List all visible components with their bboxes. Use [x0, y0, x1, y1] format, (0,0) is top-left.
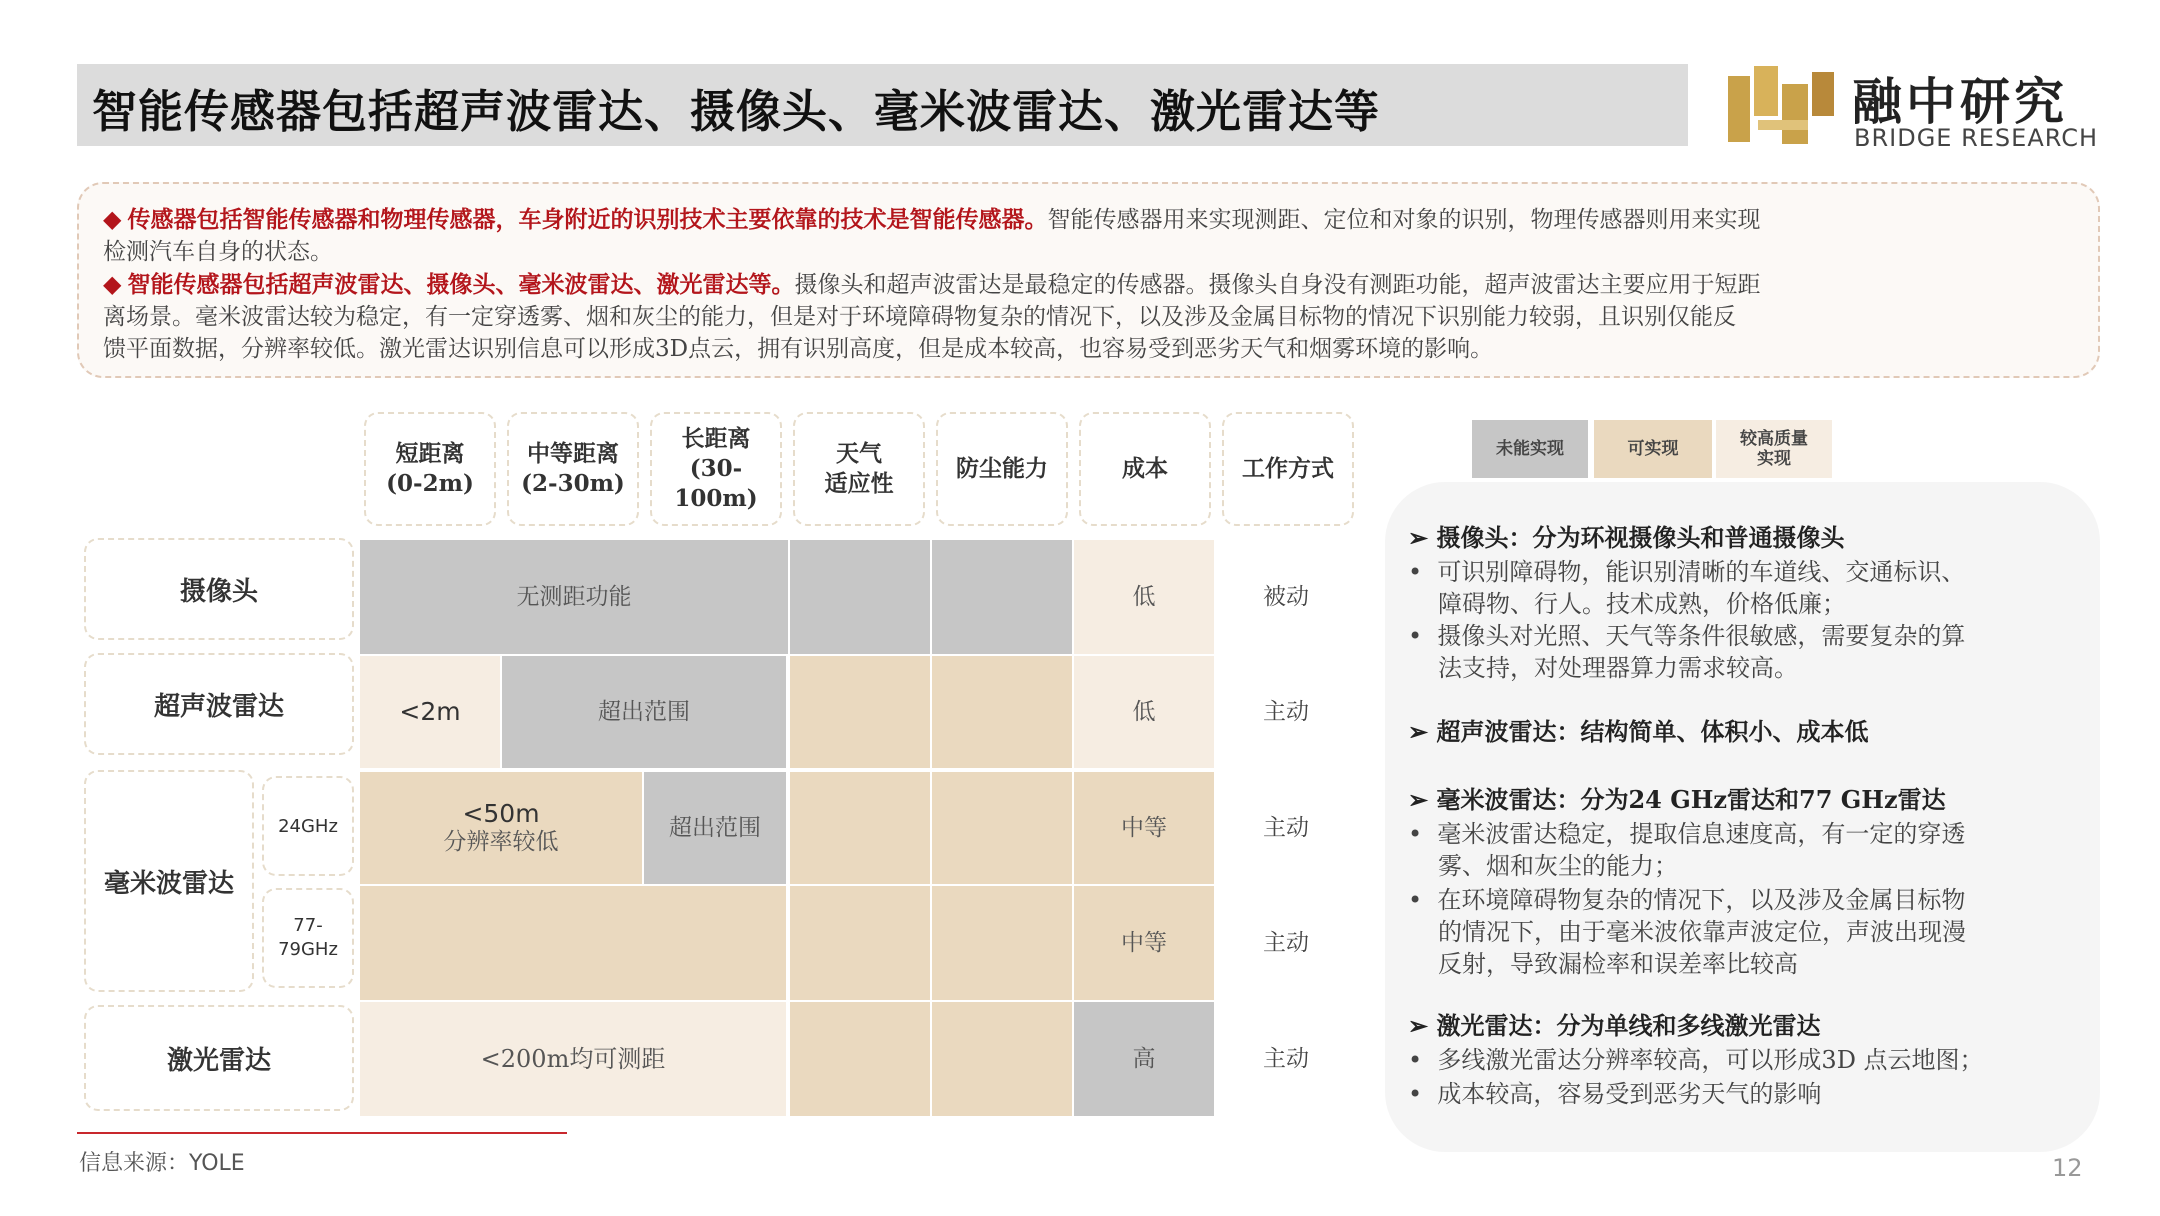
mmwave24-range-note: 分辨率较低: [443, 829, 559, 855]
source-note: 信息来源：YOLE: [79, 1151, 245, 1176]
arrow-bullet-icon: ➢: [1408, 785, 1437, 814]
row-label-lidar: 激光雷达: [84, 1005, 354, 1111]
row-sublabel-77ghz: 77- 79GHz: [262, 888, 354, 988]
mmwave-bullet-2: • 在环境障碍物复杂的情况下，以及涉及金属目标物: [1408, 886, 1966, 914]
cell-mmwave24-cost: 中等: [1074, 772, 1214, 884]
intro-paragraph-2: [103, 268, 2093, 365]
intro-p2-text: 摄像头和超声波雷达是最稳定的传感器。摄像头自身没有测距功能，超声波雷达主要应用于短距: [794, 272, 1761, 298]
lidar-section-head: ➢ 激光雷达：分为单线和多线激光雷达: [1408, 1011, 1821, 1040]
header-mid-range: 中等距离 (2-30m): [507, 412, 639, 526]
cell-mmwave77-cost: 中等: [1074, 886, 1214, 1000]
lidar-bullet-1: • 多线激光雷达分辨率较高，可以形成3D 点云地图；: [1408, 1046, 1984, 1074]
diamond-bullet-icon: ◆: [103, 205, 122, 233]
bridge-logo-icon: [1728, 62, 1836, 148]
diamond-bullet-icon: ◆: [103, 270, 122, 298]
arrow-bullet-icon: ➢: [1408, 717, 1437, 746]
ultrasonic-section-head: ➢ 超声波雷达：结构简单、体积小、成本低: [1408, 717, 1869, 746]
logo-cn: 融中研究: [1852, 73, 2068, 131]
header-long-range: 长距离 (30- 100m): [650, 412, 782, 526]
legend-achievable: 可实现: [1594, 420, 1712, 478]
intro-p2-text-3: 馈平面数据，分辨率较低。激光雷达识别信息可以形成3D点云，拥有识别高度，但是成本较高，也容易受到恶劣天气和烟雾环境的影响。: [103, 336, 1494, 362]
camera-section-head: ➢ 摄像头：分为环视摄像头和普通摄像头: [1408, 523, 1845, 552]
mmwave-bullet-1-cont: 雾、烟和灰尘的能力；: [1438, 852, 1678, 880]
cell-ultrasonic-beyond: 超出范围: [502, 656, 786, 768]
cell-mmwave77-range: [360, 886, 786, 1000]
lidar-bullet-2: • 成本较高，容易受到恶劣天气的影响: [1408, 1080, 1822, 1108]
arrow-bullet-icon: ➢: [1408, 523, 1437, 552]
intro-p1-text-2: 检测汽车自身的状态。: [103, 239, 333, 265]
page-number: 12: [2052, 1154, 2083, 1182]
camera-bullet-2-cont: 法支持，对处理器算力需求较高。: [1438, 654, 1798, 682]
cell-lidar-mode: 主动: [1263, 1046, 1309, 1072]
cell-lidar-cost: 高: [1074, 1002, 1214, 1116]
cell-mmwave24-dust: [932, 772, 1072, 884]
row-sublabel-24ghz: 24GHz: [262, 776, 354, 876]
cell-mmwave77-weather: [790, 886, 930, 1000]
mmwave24-range-value: <50m: [462, 799, 540, 828]
source-divider: [77, 1132, 567, 1134]
cell-mmwave77-mode: 主动: [1263, 930, 1309, 956]
row-label-mmwave: 毫米波雷达: [84, 770, 254, 992]
cell-camera-weather: [790, 540, 930, 654]
intro-p1-bold: 传感器包括智能传感器和物理传感器，车身附近的识别技术主要依靠的技术是智能传感器。: [127, 206, 1048, 233]
mmwave-section-head: ➢ 毫米波雷达：分为24 GHz雷达和77 GHz雷达: [1408, 785, 1946, 814]
cell-ultrasonic-dust: [932, 656, 1072, 768]
cell-ultrasonic-cost: 低: [1074, 656, 1214, 768]
cell-mmwave24-beyond: 超出范围: [644, 772, 786, 884]
cell-lidar-dust: [932, 1002, 1072, 1116]
cell-mmwave24-range: [360, 772, 642, 884]
page-title: 智能传感器包括超声波雷达、摄像头、毫米波雷达、激光雷达等: [92, 85, 1381, 138]
cell-mmwave24-weather: [790, 772, 930, 884]
cell-camera-cost: 低: [1074, 540, 1214, 654]
header-short-range: 短距离 (0-2m): [364, 412, 496, 526]
intro-p1-text: 智能传感器用来实现测距、定位和对象的识别，物理传感器则用来实现: [1047, 207, 1761, 233]
arrow-bullet-icon: ➢: [1408, 1011, 1437, 1040]
intro-p2-text-2: 离场景。毫米波雷达较为稳定，有一定穿透雾、烟和灰尘的能力，但是对于环境障碍物复杂的情况下，以及涉及金属目标物的情况下识别能力较弱，且识别仅能反: [103, 304, 1736, 330]
legend-high-quality: 较高质量 实现: [1716, 420, 1832, 478]
cell-lidar-range: <200m均可测距: [360, 1002, 786, 1116]
camera-bullet-1-cont: 障碍物、行人。技术成熟，价格低廉；: [1438, 590, 1846, 618]
cell-mmwave77-dust: [932, 886, 1072, 1000]
header-dustproof: 防尘能力: [936, 412, 1068, 526]
header-cost: 成本: [1079, 412, 1211, 526]
mmwave-bullet-2-cont: 的情况下，由于毫米波依靠声波定位，声波出现漫: [1438, 918, 1966, 946]
legend-not-achievable: 未能实现: [1472, 420, 1588, 478]
row-label-ultrasonic: 超声波雷达: [84, 653, 354, 755]
header-weather: 天气 适应性: [793, 412, 925, 526]
row-label-camera: 摄像头: [84, 538, 354, 640]
cell-camera-range: 无测距功能: [360, 540, 788, 654]
camera-bullet-2: • 摄像头对光照、天气等条件很敏感，需要复杂的算: [1408, 622, 1966, 650]
camera-bullet-1: • 可识别障碍物，能识别清晰的车道线、交通标识、: [1408, 558, 1966, 586]
mmwave-bullet-1: • 毫米波雷达稳定，提取信息速度高，有一定的穿透: [1408, 820, 1966, 848]
cell-ultrasonic-short: <2m: [360, 656, 500, 768]
header-work-mode: 工作方式: [1222, 412, 1354, 526]
cell-ultrasonic-mode: 主动: [1263, 699, 1309, 725]
cell-ultrasonic-weather: [790, 656, 930, 768]
cell-camera-dust: [932, 540, 1072, 654]
mmwave-bullet-2-cont2: 反射，导致漏检率和误差率比较高: [1438, 950, 1798, 978]
cell-camera-mode: 被动: [1263, 584, 1309, 610]
intro-p2-bold: 智能传感器包括超声波雷达、摄像头、毫米波雷达、激光雷达等。: [127, 271, 795, 298]
cell-lidar-weather: [790, 1002, 930, 1116]
logo-en: BRIDGE RESEARCH: [1854, 124, 2099, 152]
intro-paragraph-1: [103, 203, 2093, 268]
cell-mmwave24-mode: 主动: [1263, 815, 1309, 841]
